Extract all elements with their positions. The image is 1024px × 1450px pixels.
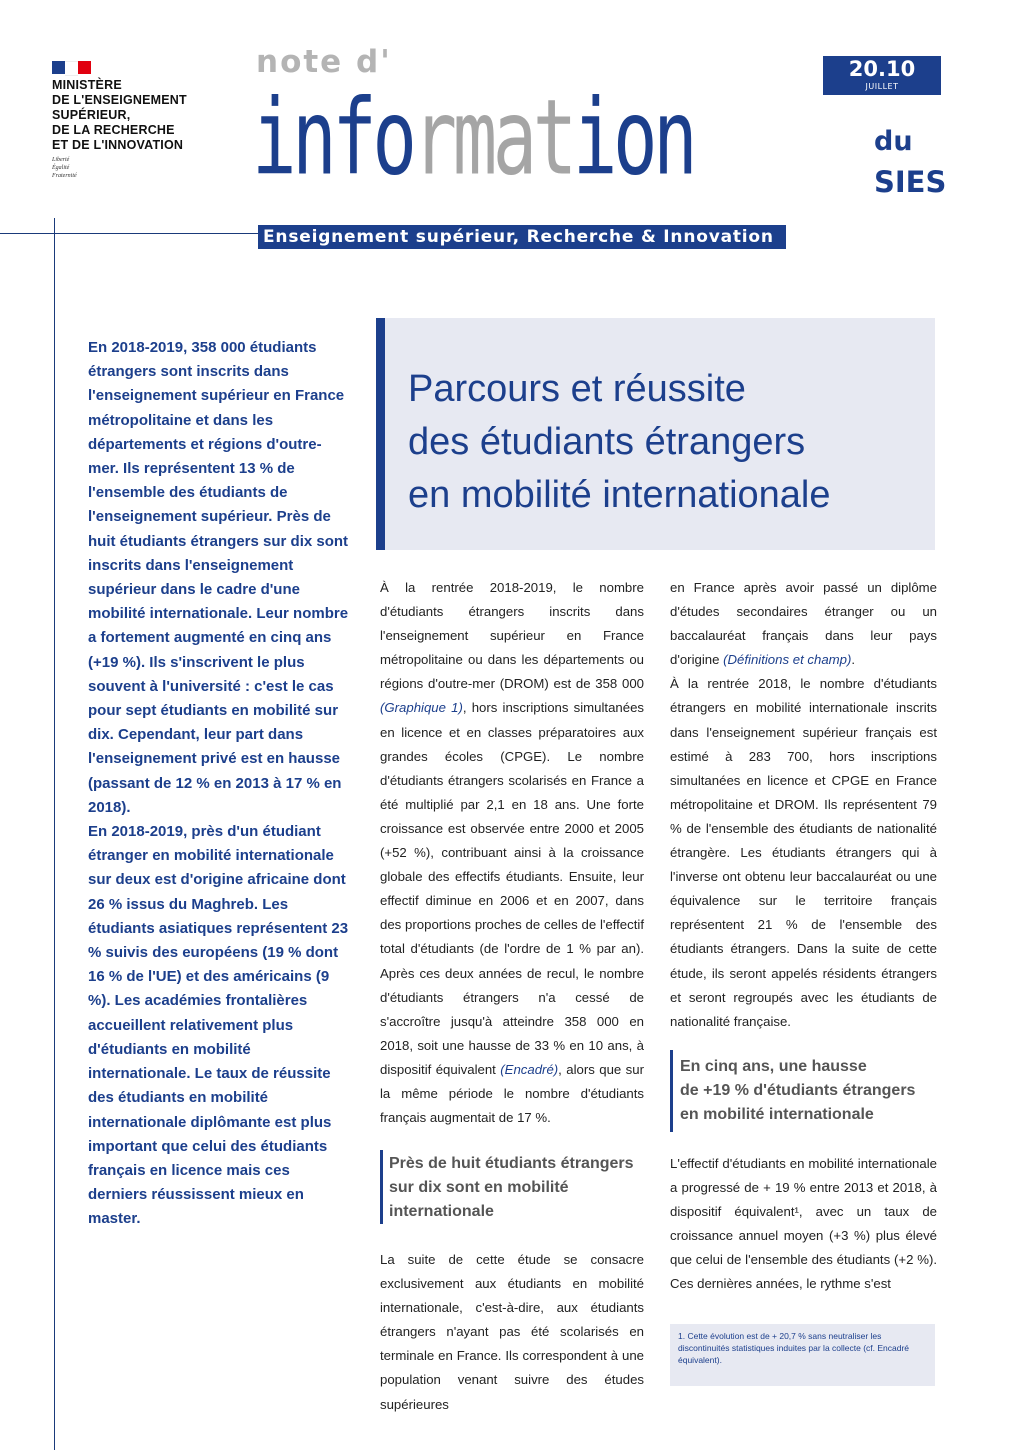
text: en France après avoir passé un diplôme d'études secondaires étranger ou un baccalauréat français dans leur pays d'origine <box>670 580 937 668</box>
subhead-line: internationale <box>389 1203 494 1220</box>
body-column-1 <box>380 576 644 1130</box>
subhead-line: en mobilité internationale <box>680 1106 874 1123</box>
masthead-sies: SIES <box>874 165 947 199</box>
subhead-line: de +19 % d'étudiants étrangers <box>680 1082 916 1099</box>
body-paragraph <box>380 576 644 1130</box>
ministry-line: DE L'ENSEIGNEMENT <box>52 93 187 107</box>
ministry-line: MINISTÈRE <box>52 78 122 92</box>
motto-line: Fraternité <box>52 173 77 179</box>
issue-number: 20.10 <box>848 57 916 81</box>
text: À la rentrée 2018-2019, le nombre d'étudiants étrangers inscrits dans l'enseignement supérieur en France métropolitaine ou dans les départements ou régions d'outre-mer (DROM) est de 358 000 <box>380 580 644 692</box>
republic-motto <box>52 156 77 180</box>
subhead-line: sur dix sont en mobilité <box>389 1179 569 1196</box>
motto-line: Liberté <box>52 157 70 163</box>
graphique-link[interactable]: (Graphique 1) <box>380 700 463 716</box>
title-line: en mobilité internationale <box>408 474 831 516</box>
text: . <box>851 652 856 668</box>
summary <box>88 336 350 1232</box>
body-paragraph: L'effectif d'étudiants en mobilité internationale a progressé de + 19 % entre 2013 et 2018, à dispositif équivalent¹, avec un taux de croissance annuel moyen (+3 %) plus élevé que celui de l'ensemble des étudiants (+2 %). Ces dernières années, le rythme s'est <box>670 1156 937 1292</box>
margin-rule-horizontal <box>0 233 260 234</box>
summary-paragraph: En 2018-2019, près d'un étudiant étranger en mobilité internationale sur deux est d'origine africaine dont 26 % issus du Maghreb. Les étudiants asiatiques représentent 23 % suivis des européens (19 % dont 16 % de l'UE) et des américains (9 %). Les académies frontalières accueillent relativement plus d'étudiants en mobilité internationale. Le taux de réussite des étudiants en mobilité internationale diplômante est plus important que celui des étudiants français en licence mais ces derniers réussissent mieux en master. <box>88 823 349 1228</box>
ministry-line: ET DE L'INNOVATION <box>52 138 184 152</box>
article-title <box>408 363 831 522</box>
text: , alors que sur la même période le nombre d'étudiants français augmentait de 17 %. <box>380 1061 644 1126</box>
motto-line: Égalité <box>52 165 70 171</box>
marianne-flag <box>52 61 92 74</box>
definitions-link[interactable]: (Définitions et champ) <box>723 652 852 668</box>
subhead-line: En cinq ans, une hausse <box>680 1058 867 1075</box>
subhead-bar <box>670 1050 673 1132</box>
ministry-name <box>52 78 187 153</box>
body-column-3 <box>380 1248 644 1417</box>
ministry-line: DE LA RECHERCHE <box>52 123 175 137</box>
body-paragraph: À la rentrée 2018, le nombre d'étudiants étrangers en mobilité internationale inscrits dans l'enseignement supérieur français est estimé à 283 700, hors inscriptions simultanées en licence et CPGE en France métropolitaine et DROM. Ils représentent 79 % de l'ensemble des étudiants de nationalité étrangère. Les étudiants étrangers qui à l'inverse ont obtenu leur baccalauréat ou une équivalence sur le territoire français représentent 21 % de l'ensemble des étudiants étrangers. Dans la suite de cette étude, ils seront appelés résidents étrangers et seront regroupés avec les étudiants de nationalité française. <box>670 676 937 1029</box>
body-paragraph: La suite de cette étude se consacre exclusivement aux étudiants en mobilité internationale, c'est-à-dire, aux étudiants étrangers n'ayant pas été scolarisés en terminale en France. Ils correspondent à une population venant suivre des études supérieures <box>380 1252 644 1412</box>
body-column-4 <box>670 1152 937 1297</box>
masthead-info: info <box>252 76 413 199</box>
issue-badge <box>823 56 941 95</box>
masthead-information <box>252 60 693 216</box>
masthead-subtitle-band: Enseignement supérieur, Recherche & Innovation <box>258 225 786 249</box>
footnote: 1. Cette évolution est de + 20,7 % sans neutraliser les discontinuités statistiques induites par la collecte (cf. Encadré équivalent). <box>670 1324 935 1386</box>
encadre-link[interactable]: (Encadré) <box>500 1061 559 1077</box>
masthead-rmat: rmat <box>412 76 573 199</box>
title-line: des étudiants étrangers <box>408 421 806 463</box>
body-column-2 <box>670 576 937 1034</box>
subhead-five-year-growth <box>680 1055 915 1127</box>
subhead-bar <box>380 1150 383 1224</box>
summary-paragraph: En 2018-2019, 358 000 étudiants étrangers sont inscrits dans l'enseignement supérieur en France métropolitaine et dans les départements et régions d'outre-mer. Ils représentent 13 % de l'ensemble des étudiants de l'enseignement supérieur. Près de huit étudiants étrangers sur dix sont inscrits dans l'enseignement supérieur dans le cadre d'une mobilité internationale. Leur nombre a fortement augmenté en cinq ans (+19 %). Ils s'inscrivent le plus souvent à l'université : c'est le cas pour sept étudiants en mobilité sur dix. Cependant, leur part dans l'enseignement privé est en hausse (passant de 12 % en 2013 à 17 % en 2018). <box>88 339 349 816</box>
title-line: Parcours et réussite <box>408 368 746 410</box>
masthead-du: du <box>874 126 913 157</box>
subhead-mobility-share <box>389 1152 634 1224</box>
subhead-line: Près de huit étudiants étrangers <box>389 1155 634 1172</box>
ministry-line: SUPÉRIEUR, <box>52 108 131 122</box>
masthead-ion: ion <box>572 76 694 199</box>
text: , hors inscriptions simultanées en licence et en classes préparatoires aux grandes écoles (CPGE). Le nombre d'étudiants étrangers scolarisés en France a été multiplié par 2,1 en 18 ans. Une forte croissance est observée entre 2000 et 2005 (+52 %), contribuant ainsi à la croissance globale des effectifs étudiants. Ensuite, leur effectif diminue en 2006 et en 2007, dans des proportions proches de celles de l'effectif total d'étudiants (de l'ordre de 1 % par an). Après ces deux années de recul, le nombre d'étudiants étrangers n'a cessé de s'accroître jusqu'à atteindre 358 000 en 2018, soit une hausse de 33 % en 10 ans, à dispositif équivalent <box>380 700 645 1077</box>
body-paragraph <box>670 576 937 672</box>
margin-rule-vertical <box>54 218 55 1450</box>
masthead-note-d: note d' <box>256 44 392 80</box>
title-accent-bar <box>376 318 385 550</box>
issue-month: JUILLET <box>865 82 899 91</box>
